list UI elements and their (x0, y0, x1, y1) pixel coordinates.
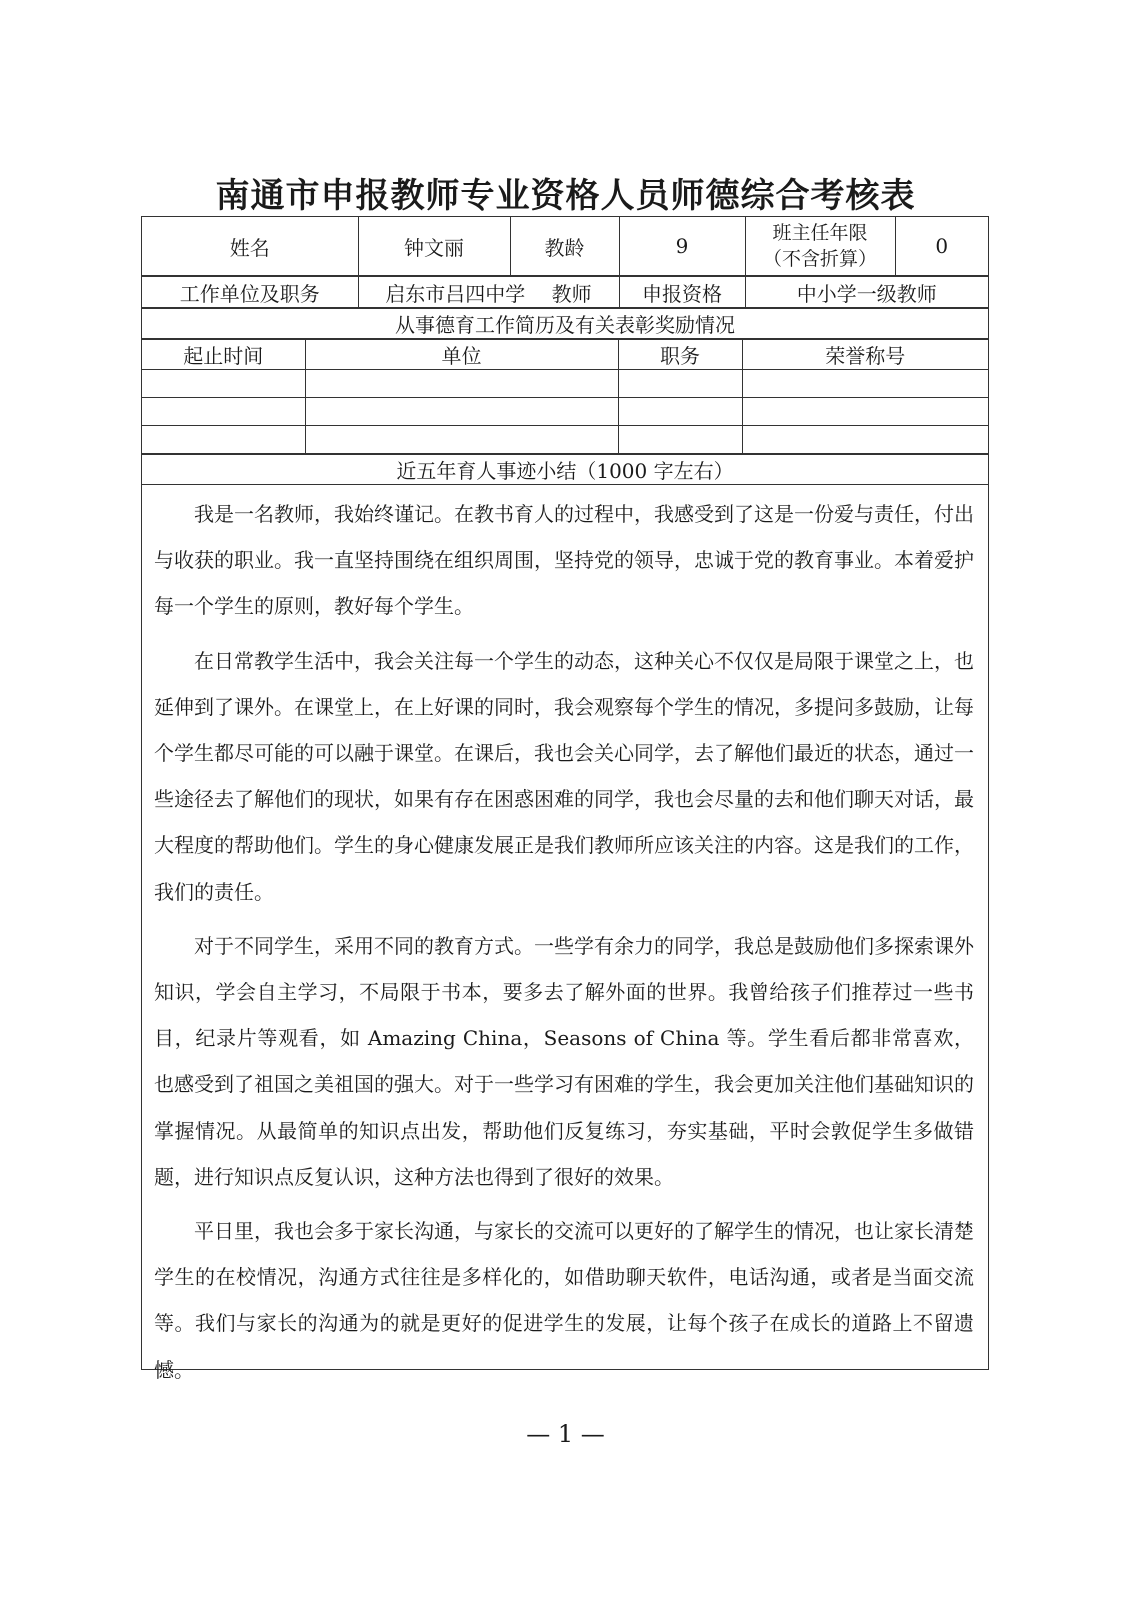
form-title: 南通市申报教师专业资格人员师德综合考核表 (215, 176, 916, 216)
teach-years-label: 教龄 (510, 217, 619, 276)
history-cell (742, 426, 988, 454)
basic-info-row (142, 217, 988, 276)
qualification-value: 中小学一级教师 (745, 277, 988, 308)
table-row (142, 426, 988, 454)
summary-paragraph: 平日里，我也会多于家长沟通，与家长的交流可以更好的了解学生的情况，也让家长清楚学生的在校情况，沟通方式往往是多样化的，如借助聊天软件，电话沟通，或者是当面交流等。我们与家长的沟通为的就是更好的促进学生的发展，让每个孩子在成长的道路上不留遗憾。 (154, 1219, 974, 1382)
summary-body (142, 485, 988, 1393)
history-cell (142, 426, 305, 454)
history-title: 从事德育工作简历及有关表彰奖励情况 (142, 309, 988, 339)
work-unit-table (142, 276, 988, 308)
summary-paragraph: 对于不同学生，采用不同的教育方式。一些学有余力的同学，我总是鼓励他们多探索课外知识，学会自主学习，不局限于书本，要多去了解外面的世界。我曾给孩子们推荐过一些书目，纪录片等观看，如 Amazing China，Seasons of China 等。学生看后都非常喜欢，也感受到了祖国之美祖国的强大。对于一些学习有困难的学生，我会更加关注他们基础知识的掌握情况。从最简单的知识点出发，帮助他们反复练习，夯实基础，平时会敦促学生多做错题，进行知识点反复认识，这种方法也得到了很好的效果。 (154, 933, 974, 1189)
col-position: 职务 (618, 340, 742, 370)
assessment-form (141, 216, 989, 1382)
table-row (142, 370, 988, 398)
work-unit-label: 工作单位及职务 (142, 277, 358, 308)
page-number: — 1 — (526, 1420, 605, 1448)
basic-info-table (142, 217, 988, 276)
qualification-label: 申报资格 (619, 277, 745, 308)
history-cell (305, 398, 618, 426)
col-period: 起止时间 (142, 340, 305, 370)
head-teacher-years-value: 0 (895, 217, 988, 276)
history-table (142, 339, 988, 454)
head-teacher-label-line2: （不含折算） (762, 248, 877, 270)
head-teacher-years-label (745, 217, 895, 276)
history-cell (742, 370, 988, 398)
teach-years-value: 9 (619, 217, 745, 276)
history-cell (618, 426, 742, 454)
history-header-row (142, 340, 988, 370)
summary-title: 近五年育人事迹小结（1000 字左右） (142, 455, 988, 485)
summary-paragraph: 在日常教学生活中，我会关注每一个学生的动态，这种关心不仅仅是局限于课堂之上，也延伸到了课外。在课堂上，在上好课的同时，我会观察每个学生的情况，多提问多鼓励，让每个学生都尽可能的可以融于课堂。在课后，我也会关心同学，去了解他们最近的状态，通过一些途径去了解他们的现状，如果有存在困惑困难的同学，我也会尽量的去和他们聊天对话，最大程度的帮助他们。学生的身心健康发展正是我们教师所应该关注的内容。这是我们的工作，我们的责任。 (154, 648, 974, 904)
col-honor: 荣誉称号 (742, 340, 988, 370)
work-unit-value: 启东市吕四中学 教师 (358, 277, 619, 308)
history-cell (142, 398, 305, 426)
head-teacher-label-line1: 班主任年限 (772, 222, 868, 244)
history-cell (618, 398, 742, 426)
name-label: 姓名 (142, 217, 358, 276)
history-cell (618, 370, 742, 398)
name-value: 钟文丽 (358, 217, 510, 276)
history-cell (742, 398, 988, 426)
history-section-title (142, 308, 988, 339)
history-cell (142, 370, 305, 398)
summary-section-title (142, 454, 988, 485)
col-unit: 单位 (305, 340, 618, 370)
table-row (142, 398, 988, 426)
history-cell (305, 370, 618, 398)
history-cell (305, 426, 618, 454)
work-unit-row (142, 277, 988, 308)
summary-paragraph: 我是一名教师，我始终谨记。在教书育人的过程中，我感受到了这是一份爱与责任，付出与收获的职业。我一直坚持围绕在组织周围，坚持党的领导，忠诚于党的教育事业。本着爱护每一个学生的原则，教好每个学生。 (154, 502, 974, 619)
